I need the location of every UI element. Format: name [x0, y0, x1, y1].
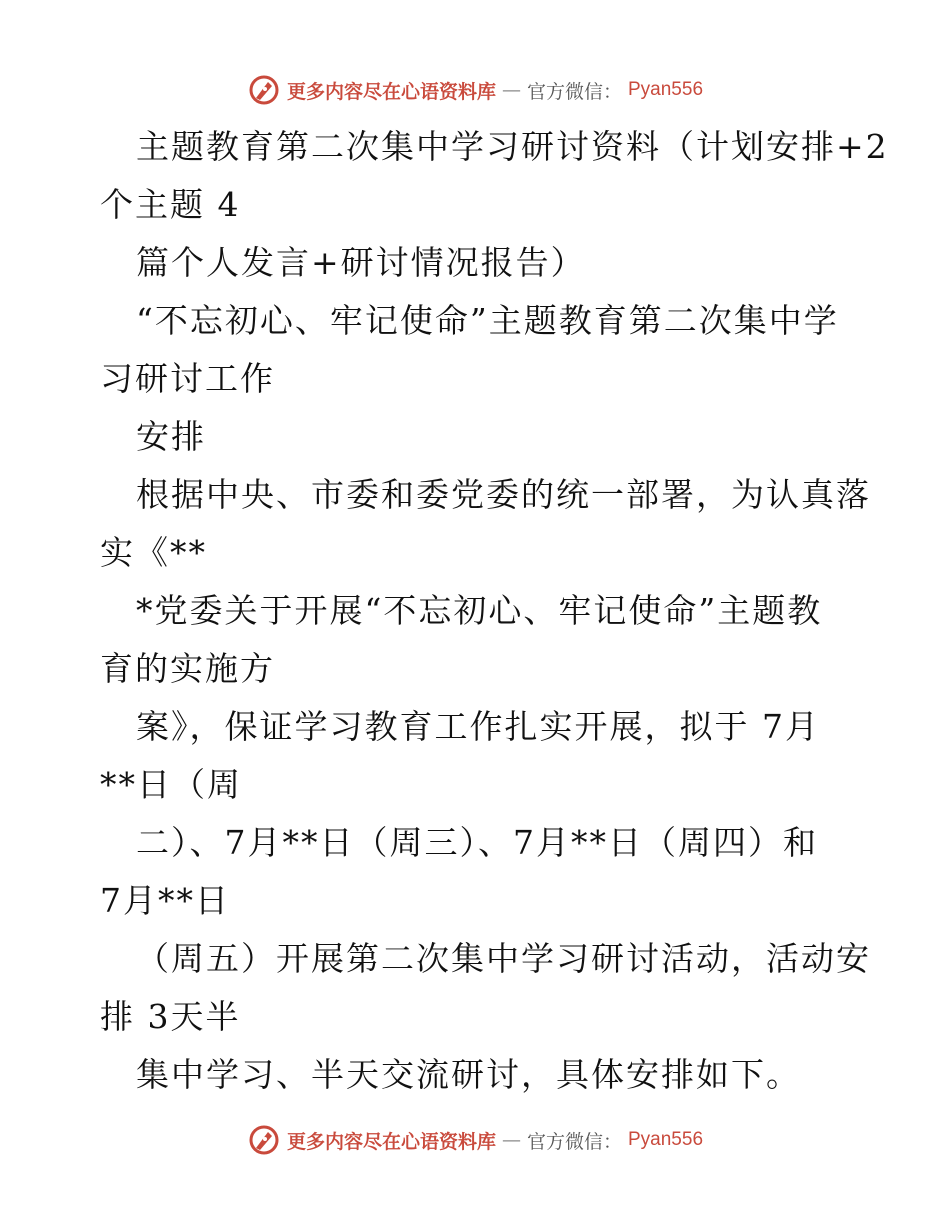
document-line: （周五）开展第二次集中学习研讨活动，活动安 [136, 939, 871, 978]
document-line: 集中学习、半天交流研讨，具体安排如下。 [136, 1055, 801, 1094]
document-line: 个主题 4 [100, 185, 241, 224]
watermark-site-text: 更多内容尽在心语资料库 [286, 1130, 496, 1153]
document-line: 篇个人发言+研讨情况报告） [136, 243, 586, 282]
watermark-wechat-id: Pyan556 [628, 79, 704, 100]
document-body [100, 118, 889, 1104]
footer-watermark [0, 1120, 950, 1160]
document-line: 根据中央、市委和委党委的统一部署，为认真落 [136, 475, 871, 514]
pen-nib-logo-icon [247, 1123, 281, 1157]
document-line: 7月**日 [100, 881, 230, 920]
watermark-official-text: 官方微信： [526, 80, 622, 103]
document-line: 育的实施方 [100, 649, 275, 688]
document-line: 实《** [100, 533, 207, 572]
header-watermark [0, 70, 950, 110]
document-line: “不忘初心、牢记使命”主题教育第二次集中学 [136, 301, 839, 340]
pen-nib-logo-icon [247, 73, 281, 107]
watermark-dash: — [501, 79, 521, 101]
document-line: *党委关于开展“不忘初心、牢记使命”主题教 [136, 591, 823, 630]
watermark-official-text: 官方微信： [526, 1130, 622, 1153]
document-line: 二）、7月**日（周三）、7月**日（周四）和 [136, 823, 818, 862]
watermark-wechat-id: Pyan556 [628, 1129, 704, 1150]
document-line: **日（周 [100, 765, 242, 804]
document-line: 排 3天半 [100, 997, 241, 1036]
watermark-site-text: 更多内容尽在心语资料库 [286, 80, 496, 103]
document-line: 案》，保证学习教育工作扎实开展，拟于 7月 [136, 707, 820, 746]
document-line: 习研讨工作 [100, 359, 275, 398]
watermark-dash: — [501, 1129, 521, 1151]
document-line: 主题教育第二次集中学习研讨资料（计划安排+2 [136, 127, 889, 166]
document-line: 安排 [136, 417, 206, 456]
